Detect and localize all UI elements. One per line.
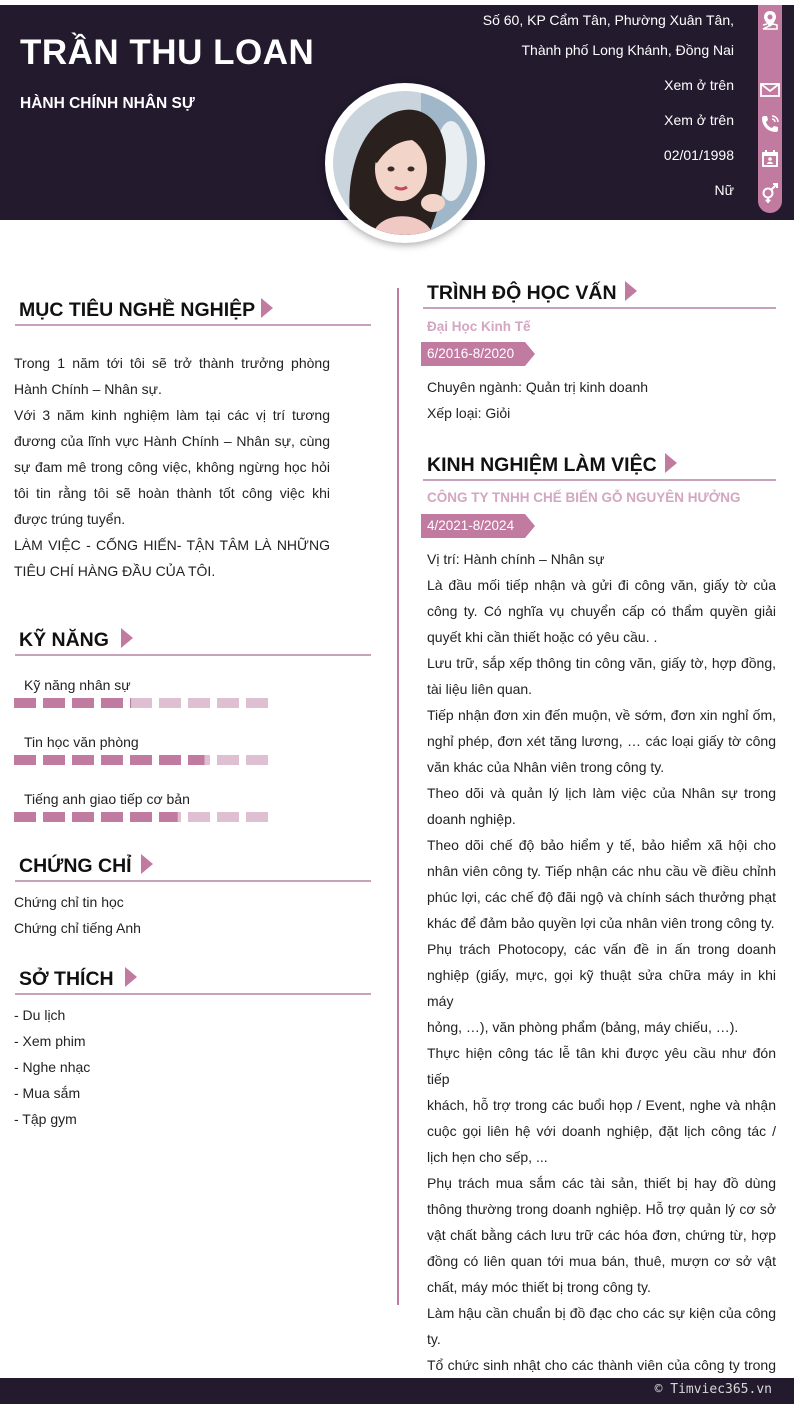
experience-line: Là đầu mối tiếp nhận và gửi đi công văn, giấy tờ của: [427, 577, 776, 593]
section-arrow-icon: [119, 628, 133, 648]
section-arrow-icon: [123, 967, 137, 987]
experience-line: Vị trí: Hành chính – Nhân sự: [427, 551, 605, 567]
education-period: 6/2016-8/2020: [427, 346, 515, 361]
section-arrow-icon: [259, 298, 273, 318]
skill-level-bar: [14, 755, 274, 765]
skill-segment-filled: [188, 755, 205, 765]
objective-text: Trong 1 năm tới tôi sẽ trở thành trưởng phòng Hành Chính – Nhân sự. Với 3 năm kinh nghiệm làm tại các vị trí tương đương của lĩnh vực Hành Chính – Nhân sự, cùng sự đam mê trong công việc, không ngừng học hỏi tôi tin rằng tôi sẽ hoàn thành tốt công việc khi được trúng tuyển. LÀM VIỆC - CỐNG HIẾN- TẬN TÂM LÀ NHỮNG TIÊU CHÍ HÀNG ĐẦU CỦA TÔI.: [14, 355, 330, 579]
experience-line: ty.: [427, 1331, 441, 1347]
experience-line: cuộc gọi liên hệ với doanh nghiệp, đặt lịch công tác /: [427, 1123, 776, 1139]
section-experience-title: KINH NGHIỆM LÀM VIỆC: [427, 454, 657, 476]
section-objective-title: MỤC TIÊU NGHỀ NGHIỆP: [19, 299, 256, 321]
list-item: - Tập gym: [14, 1111, 77, 1127]
experience-line: phúc lợi, các chế độ đãi ngộ và chính sách thưởng phạt: [427, 889, 776, 905]
skill-segment-empty: [130, 698, 152, 708]
skill-segment-filled: [159, 812, 178, 822]
phone: Xem ở trên: [664, 112, 734, 128]
experience-line: văn khác của Nhân viên trong công ty.: [427, 759, 665, 775]
candidate-name: TRẦN THU LOAN: [20, 33, 315, 72]
section-education-heading: [423, 279, 776, 309]
job-title: HÀNH CHÍNH NHÂN SỰ: [20, 95, 195, 112]
experience-line: công ty. Có nghĩa vụ chuyển cấp có thẩm quyền giải: [427, 603, 776, 619]
skill-segment-filled: [159, 755, 181, 765]
experience-description: [427, 546, 776, 1404]
skill-segment-filled: [72, 755, 94, 765]
experience-line: vật chất bằng cách lưu trữ các hóa đơn, chứng từ, hợp: [427, 1227, 776, 1243]
experience-line: doanh nghiệp.: [427, 811, 516, 827]
envelope-icon: [758, 78, 782, 102]
skill-segment-empty: [188, 812, 210, 822]
skill-segment-filled: [101, 698, 123, 708]
hobbies-list: [14, 1002, 354, 1132]
experience-line: nghiệp (giấy, mực, gọi kỹ thuật sửa chữa máy in khi máy: [427, 967, 776, 1009]
skill-segment-filled: [72, 698, 94, 708]
avatar-photo: [333, 91, 477, 235]
experience-line: tài liệu liên quan.: [427, 681, 533, 697]
skill-segment-filled: [43, 812, 65, 822]
gender: Nữ: [714, 182, 734, 198]
skill-segment-empty: [159, 698, 181, 708]
section-hobbies-heading: [15, 965, 371, 995]
section-certificates-title: CHỨNG CHỈ: [19, 855, 132, 877]
phone-icon: [758, 112, 782, 136]
footer-credit: © Timviec365.vn: [654, 1382, 772, 1397]
section-certificates-heading: [15, 852, 371, 882]
gender-icon: [758, 182, 782, 206]
experience-line: chất, máy móc thiết bị trong công ty.: [427, 1279, 651, 1295]
list-item: - Du lịch: [14, 1007, 66, 1023]
calendar-icon: [758, 147, 782, 171]
skill-segment-filled: [14, 698, 36, 708]
skill-label: Tiếng anh giao tiếp cơ bản: [24, 791, 190, 807]
skill-segment-empty: [217, 698, 239, 708]
skill-label: Kỹ năng nhân sự: [24, 677, 131, 693]
experience-line: đồng có liên quan tới mua bán, thuê, mượn cơ sở vật: [427, 1253, 776, 1269]
column-divider: [397, 288, 399, 1305]
section-skills-title: KỸ NĂNG: [19, 629, 109, 651]
experience-line: nghỉ phép, đơn xét tăng lương, … các loại giấy tờ công: [427, 733, 776, 749]
experience-line: khác để đảm bảo quyền lợi của nhân viên trong công ty.: [427, 915, 775, 931]
section-arrow-icon: [623, 281, 637, 301]
skill-segment-empty: [217, 755, 239, 765]
school-name: Đại Học Kinh Tế: [427, 319, 531, 334]
experience-line: quyết khi cần thiết hoặc có yêu cầu. .: [427, 629, 658, 645]
experience-line: lịch hẹn cho sếp, ...: [427, 1149, 548, 1165]
experience-line: Tổ chức sinh nhật cho các thành viên của công ty trong: [427, 1357, 776, 1373]
list-item: - Xem phim: [14, 1033, 86, 1049]
experience-line: hỏng, …), văn phòng phẩm (bảng, máy chiếu, …).: [427, 1019, 739, 1035]
section-experience-heading: [423, 451, 776, 481]
skill-segment-filled: [43, 755, 65, 765]
skill-segment-filled: [101, 755, 123, 765]
experience-line: Phụ trách mua sắm các tài sản, thiết bị hay đồ dùng: [427, 1175, 776, 1191]
section-arrow-icon: [139, 854, 153, 874]
experience-line: Làm hậu cần chuẩn bị đồ đạc cho các sự kiện của công: [427, 1305, 776, 1321]
section-hobbies-title: SỞ THÍCH: [19, 968, 114, 990]
experience-line: Theo dõi và quản lý lịch làm việc của Nhân sự trong: [427, 785, 776, 801]
experience-line: nhân viên công ty. Tiếp nhận các nhu cầu về điều chỉnh: [427, 863, 776, 879]
footer: [0, 1378, 794, 1404]
skill-segment-empty: [246, 812, 268, 822]
section-arrow-icon: [663, 453, 677, 473]
list-item: - Nghe nhạc: [14, 1059, 91, 1075]
experience-line: khách, hỗ trợ trong các buổi họp / Event, nghe và nhận: [427, 1097, 776, 1113]
experience-line: Lưu trữ, sắp xếp thông tin công văn, giấy tờ, hợp đồng,: [427, 655, 776, 671]
list-item: Chứng chỉ tin học: [14, 894, 124, 910]
experience-period: 4/2021-8/2024: [427, 518, 515, 533]
certificates-list: [14, 889, 354, 941]
skill-segment-empty: [217, 812, 239, 822]
address-line-1: Số 60, KP Cẩm Tân, Phường Xuân Tân,: [482, 12, 734, 28]
avatar: [325, 83, 485, 243]
skill-segment-empty: [246, 755, 268, 765]
skill-segment-filled: [101, 812, 123, 822]
section-education-title: TRÌNH ĐỘ HỌC VẤN: [427, 282, 617, 304]
section-objective-heading: [15, 296, 371, 326]
list-item: - Mua sắm: [14, 1085, 81, 1101]
experience-line: Theo dõi chế độ bảo hiểm y tế, bảo hiểm xã hội cho: [427, 837, 776, 853]
skill-level-bar: [14, 812, 274, 822]
experience-line: Phụ trách Photocopy, các vấn đề in ấn trong doanh: [427, 941, 776, 957]
skill-segment-filled: [130, 812, 152, 822]
map-pin-icon: [758, 8, 782, 32]
experience-line: Tiếp nhận đơn xin đến muộn, về sớm, đơn xin nghỉ ốm,: [427, 707, 776, 723]
experience-period-tag: [421, 514, 535, 538]
company-name: CÔNG TY TNHH CHẾ BIẾN GỖ NGUYÊN HƯỞNG: [427, 490, 741, 505]
skill-segment-empty: [188, 698, 210, 708]
address-line-2: Thành phố Long Khánh, Đồng Nai: [521, 42, 734, 58]
skill-segment-filled: [14, 755, 36, 765]
skill-segment-filled: [130, 698, 131, 708]
education-period-tag: [421, 342, 535, 366]
skill-segment-filled: [72, 812, 94, 822]
header: [0, 5, 794, 220]
skill-label: Tin học văn phòng: [24, 734, 139, 750]
experience-line: thông thường trong doanh nghiệp. Hỗ trợ quản lý cơ sở: [427, 1201, 776, 1217]
skill-segment-filled: [130, 755, 152, 765]
skill-segment-empty: [246, 698, 268, 708]
list-item: Chứng chỉ tiếng Anh: [14, 920, 141, 936]
education-details: Chuyên ngành: Quản trị kinh doanh Xếp loại: Giỏi: [427, 379, 649, 421]
email: Xem ở trên: [664, 77, 734, 93]
skill-level-bar: [14, 698, 274, 708]
section-skills-heading: [15, 626, 371, 656]
skill-segment-filled: [43, 698, 65, 708]
birthday: 02/01/1998: [663, 147, 734, 163]
skill-segment-filled: [14, 812, 36, 822]
experience-line: Thực hiện công tác lễ tân khi được yêu cầu như đón tiếp: [427, 1045, 776, 1087]
